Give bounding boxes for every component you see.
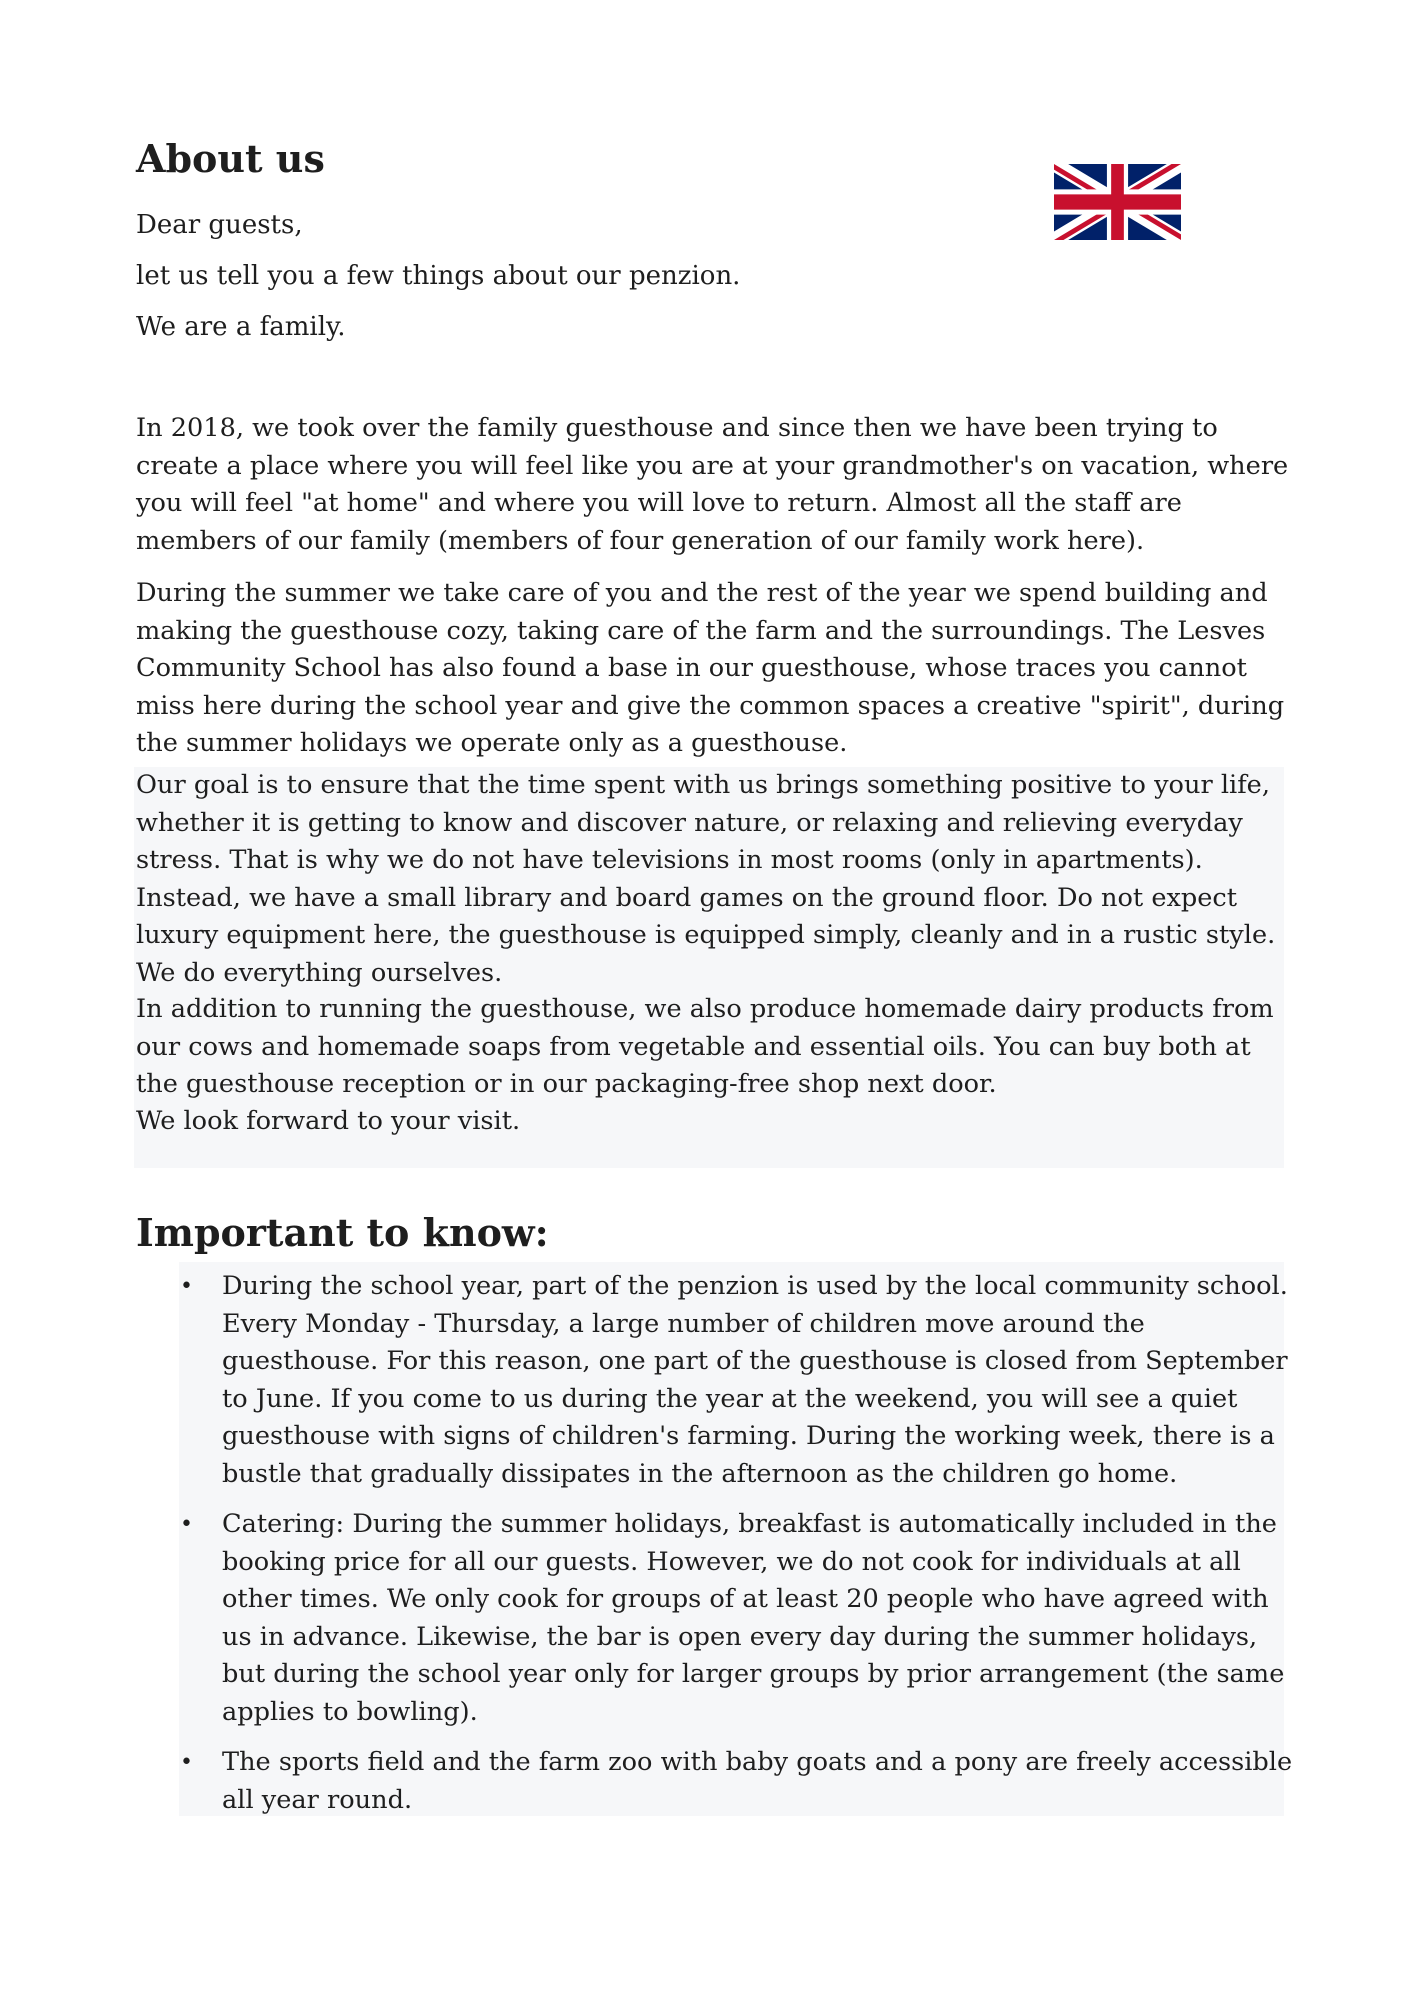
list-item-text: During the school year, part of the penzion is used by the local community school. Every Monday - Thursday, a large number of children move around the guesthouse. For this reason, one part of the guesthouse is closed from September to June. If you come to us during the year at the weekend, you will see a quiet guesthouse with signs of children's farming. During the working week, there is a bustle that gradually dissipates in the afternoon as the children go home. bbox=[222, 1271, 1288, 1489]
paragraph-seasons: During the summer we take care of you and the rest of the year we spend building and making the guesthouse cozy, taking care of the farm and the surroundings. The Lesves Community School has also found a base in our guesthouse, whose traces you cannot miss here during the school year and give the common spaces a creative "spirit", during the summer holidays we operate only as a guesthouse. bbox=[136, 578, 1285, 758]
list-item bbox=[136, 1268, 1296, 1493]
intro-line: We are a family. bbox=[136, 312, 346, 342]
bullet-icon: • bbox=[180, 1274, 193, 1299]
list-item bbox=[136, 1506, 1296, 1731]
intro-line: let us tell you a few things about our penzion. bbox=[136, 261, 741, 291]
greeting: Dear guests, bbox=[136, 210, 303, 240]
list-item-text: The sports field and the farm zoo with baby goats and a pony are freely accessible all year round. bbox=[222, 1747, 1293, 1815]
bullet-icon: • bbox=[180, 1750, 193, 1775]
bullet-icon: • bbox=[180, 1512, 193, 1537]
paragraph-goal: Our goal is to ensure that the time spent with us brings something positive to your life, whether it is getting to know and discover nature, or relaxing and relieving everyday stress. That is why we do not have televisions in most rooms (only in apartments). Instead, we have a small library and board games on the ground floor. Do not expect luxury equipment here, the guesthouse is equipped simply, cleanly and in a rustic style. We do everything ourselves. bbox=[136, 770, 1276, 988]
important-list bbox=[136, 1268, 1296, 1832]
paragraph-products: In addition to running the guesthouse, we also produce homemade dairy products from our cows and homemade soaps from vegetable and essential oils. You can buy both at the guesthouse reception or in our packaging-free shop next door. bbox=[136, 994, 1274, 1099]
paragraph-closing: We look forward to your visit. bbox=[136, 1106, 521, 1136]
uk-flag-icon[interactable] bbox=[1054, 164, 1181, 240]
important-heading: Important to know: bbox=[136, 1210, 549, 1255]
page-title: About us bbox=[136, 136, 325, 181]
paragraph-history: In 2018, we took over the family guesthouse and since then we have been trying to create a place where you will feel like you are at your grandmother's on vacation, where you will feel "at home" and where you will love to return. Almost all the staff are members of our family (members of four generation of our family work here). bbox=[136, 413, 1289, 556]
list-item bbox=[136, 1744, 1296, 1819]
list-item-text: Catering: During the summer holidays, breakfast is automatically included in the booking price for all our guests. However, we do not cook for individuals at all other times. We only cook for groups of at least 20 people who have agreed with us in advance. Likewise, the bar is open every day during the summer holidays, but during the school year only for larger groups by prior arrangement (the same applies to bowling). bbox=[222, 1509, 1285, 1727]
